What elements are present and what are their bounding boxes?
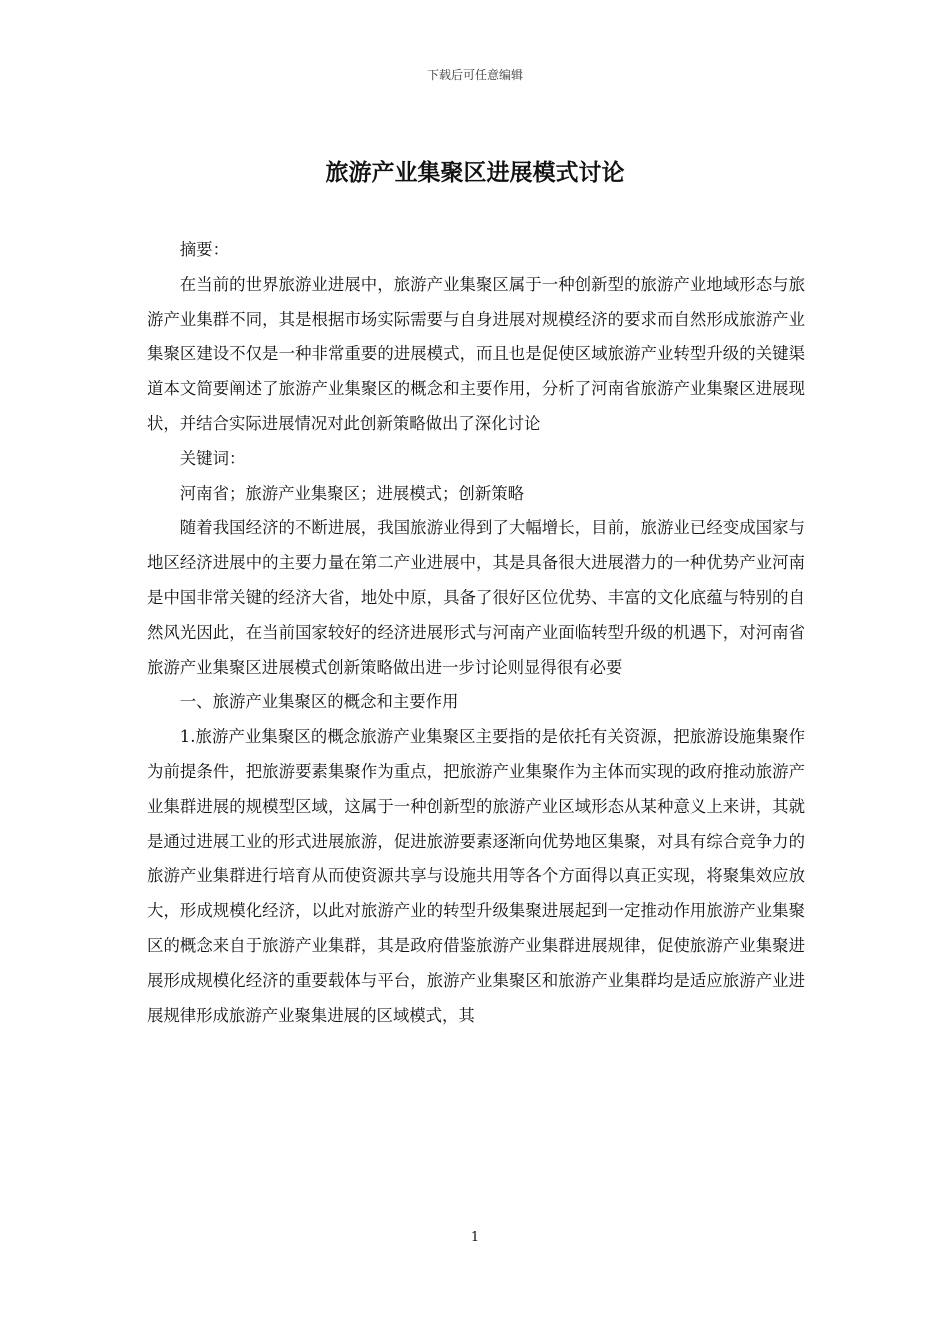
intro-paragraph: 随着我国经济的不断进展，我国旅游业得到了大幅增长，目前，旅游业已经变成国家与地区经济进展中的主要力量在第二产业进展中，其是具备很大进展潜力的一种优势产业河南是中国非常关键的经济大省，地处中原，具备了很好区位优势、丰富的文化底蕴与特别的自然风光因此，在当前国家较好的经济进展形式与河南产业面临转型升级的机遇下，对河南省旅游产业集聚区进展模式创新策略做出进一步讨论则显得很有必要 bbox=[147, 518, 805, 677]
abstract-label: 摘要： bbox=[179, 240, 229, 259]
section1-paragraph: 1.旅游产业集聚区的概念旅游产业集聚区主要指的是依托有关资源，把旅游设施集聚作为前提条件，把旅游要素集聚作为重点，把旅游产业集聚作为主体而实现的政府推动旅游产业集群进展的规模型区域，这属于一种创新型的旅游产业区域形态从某种意义上来讲，其就是通过进展工业的形式进展旅游，促进旅游要素逐渐向优势地区集聚，对具有综合竞争力的旅游产业集群进行培育从而使资源共享与设施共用等各个方面得以真正实现，将聚集效应放大，形成规模化经济，以此对旅游产业的转型升级集聚进展起到一定推动作用旅游产业集聚区的概念来自于旅游产业集群，其是政府借鉴旅游产业集群进展规律，促使旅游产业集聚进展形成规模化经济的重要载体与平台，旅游产业集聚区和旅游产业集群均是适应旅游产业进展规律形成旅游产业聚集进展的区域模式，其 bbox=[147, 727, 805, 1025]
keywords-label: 关键词： bbox=[179, 448, 246, 468]
abstract-paragraph: 在当前的世界旅游业进展中，旅游产业集聚区属于一种创新型的旅游产业地域形态与旅游产业集群不同，其是根据市场实际需要与自身进展对规模经济的要求而自然形成旅游产业集聚区建设不仅是一种非常重要的进展模式，而且也是促使区域旅游产业转型升级的关键渠道本文简要阐述了旅游产业集聚区的概念和主要作用，分析了河南省旅游产业集聚区进展现状，并结合实际进展情况对此创新策略做出了深化讨论 bbox=[147, 274, 805, 433]
page-number: 1 bbox=[470, 1230, 480, 1245]
section1-heading: 一、旅游产业集聚区的概念和主要作用 bbox=[179, 692, 459, 712]
document-title: 旅游产业集聚区进展模式讨论 bbox=[325, 160, 625, 186]
document-body bbox=[147, 233, 805, 1033]
keywords-paragraph: 河南省；旅游产业集聚区；进展模式；创新策略 bbox=[179, 483, 524, 503]
header-note: 下载后可任意编辑 bbox=[426, 68, 523, 82]
